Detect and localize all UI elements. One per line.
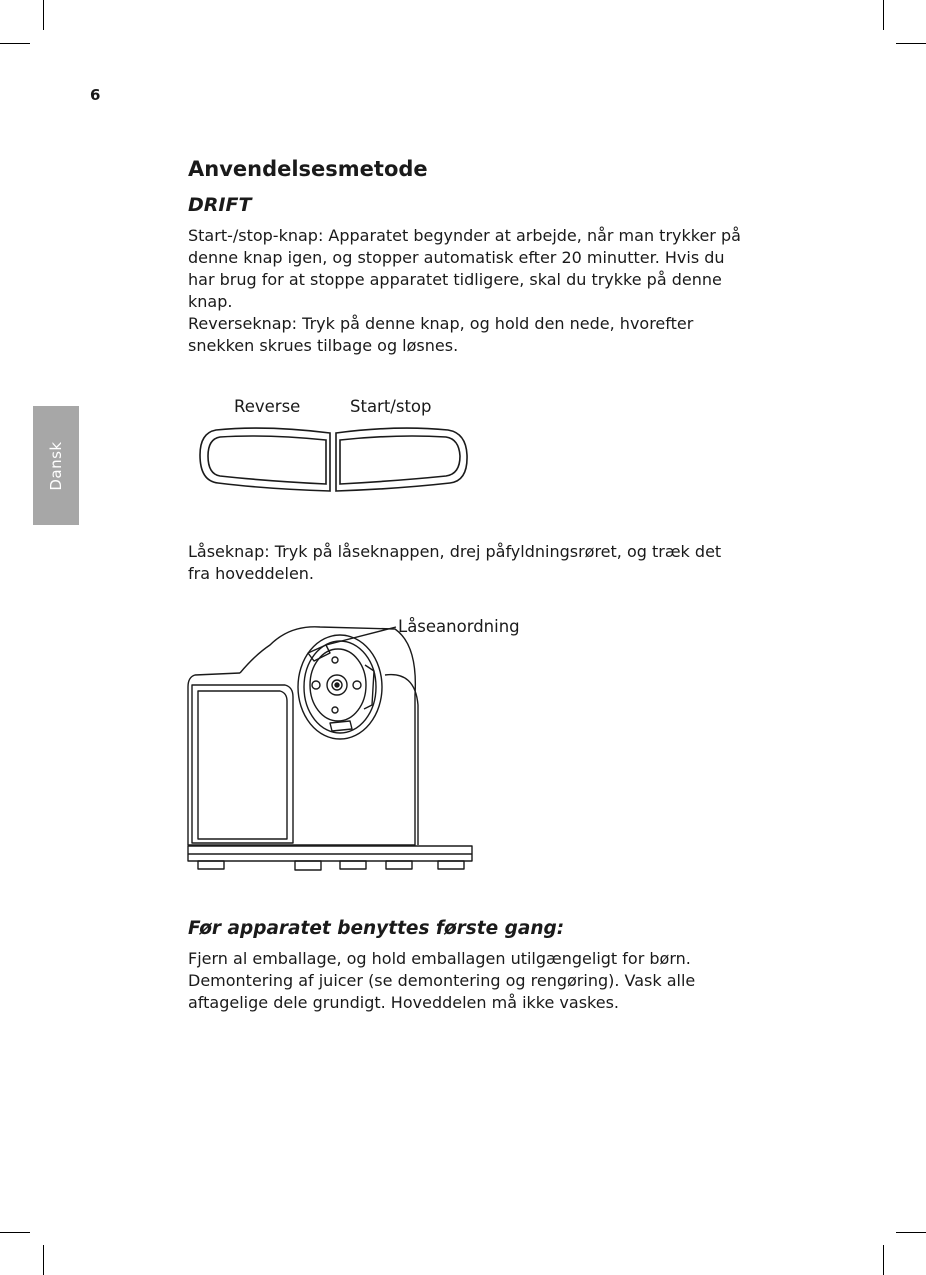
section-title: Anvendelsesmetode [188, 157, 428, 181]
crop-mark [896, 43, 926, 44]
before-use-title: Før apparatet benyttes første gang: [188, 918, 565, 939]
crop-mark [43, 1245, 44, 1275]
crop-mark [896, 1232, 926, 1233]
reverse-label: Reverse [234, 397, 301, 416]
page-number: 6 [90, 86, 101, 104]
start-stop-label: Start/stop [350, 397, 432, 416]
juicer-base-illustration [180, 615, 480, 875]
crop-mark [0, 43, 30, 44]
control-buttons-illustration [196, 425, 476, 495]
language-tab [33, 406, 79, 525]
start-stop-paragraph: Start-/stop-knap: Apparatet begynder at arbejde, når man trykker på denne knap igen, og stopper automatisk efter 20 minutter. Hvis du har brug for at stoppe apparatet tidligere, skal du trykke på denne knap. [188, 226, 741, 311]
lock-device-label: Låseanordning [398, 617, 520, 636]
crop-mark [0, 1232, 30, 1233]
section-subtitle: DRIFT [188, 194, 252, 216]
reverse-paragraph: Reverseknap: Tryk på denne knap, og hold den nede, hvorefter snekken skrues tilbage og løsnes. [188, 314, 694, 355]
crop-mark [43, 0, 44, 30]
crop-mark [883, 0, 884, 30]
lock-paragraph: Låseknap: Tryk på låseknappen, drej påfyldningsrøret, og træk det fra hoveddelen. [188, 542, 722, 583]
start-stop-button-illustration [336, 428, 467, 491]
language-tab-label: Dansk [47, 440, 65, 491]
before-use-paragraph: Fjern al emballage, og hold emballagen utilgængeligt for børn. Demontering af juicer (se demontering og rengøring). Vask alle aftagelige dele grundigt. Hoveddelen må ikke vaskes. [188, 949, 696, 1012]
reverse-button-illustration [200, 428, 330, 491]
crop-mark [883, 1245, 884, 1275]
